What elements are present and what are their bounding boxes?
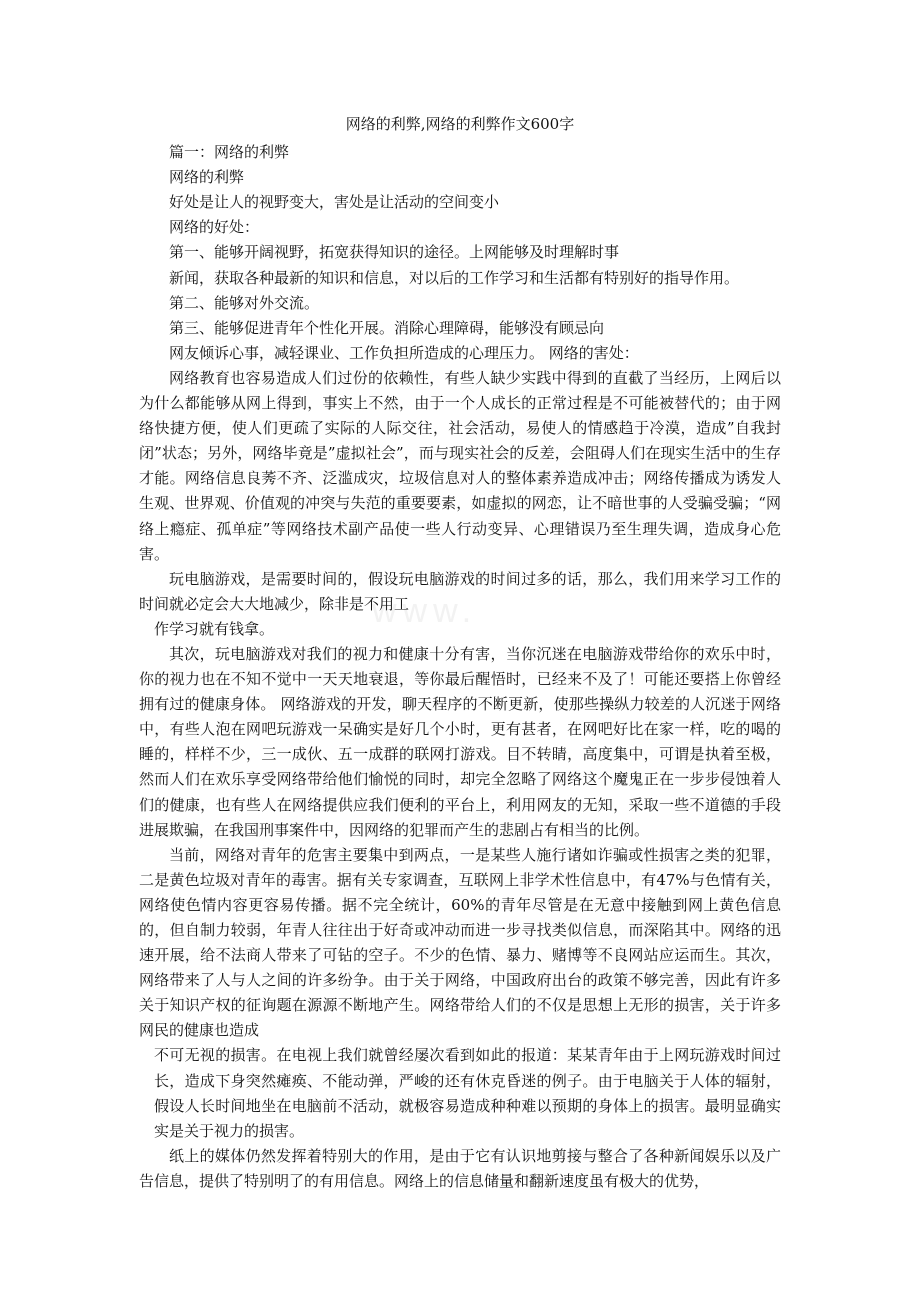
paragraph-benefit-one-cont: 新闻，获取各种最新的知识和信息，对以后的工作学习和生活都有特别好的指导作用。 (169, 268, 740, 287)
paragraph-benefit-three-cont: 网友倾诉心事，减轻课业、工作负担所造成的心理压力。 网络的害处： (169, 343, 639, 362)
paragraph-youth-harm-cont: 不可无视的损害。在电视上我们就曾经屡次看到如此的报道：某某青年由于上网玩游戏时间过长，造成下身突然瘫痪、不能动弹，严峻的还有休克昏迷的例子。由于电脑关于人体的辐射，假设人长时间地坐在电脑前不活动，就极容易造成种种难以预期的身体上的损害。最明显确实实是关于视力的损害。 (154, 1046, 781, 1140)
paragraph-games-health: 其次，玩电脑游戏对我们的视力和健康十分有害，当你沉迷在电脑游戏带给你的欢乐中时，你的视力也在不知不觉中一天天地衰退，等你最后醒悟时，已经来不及了！可能还要搭上你曾经拥有过的健康身体。 网络游戏的开发，聊天程序的不断更新，使那些操纵力较差的人沉迷于网络中，有些人泡在网吧玩游戏一呆确实是好几个小时，更有甚者，在网吧好比在家一样，吃的喝的睡的，样样不少，三一成伙、五一成群的联网打游戏。目不转睛，高度集中，可谓是执着至极，然而人们在欢乐享受网络带给他们愉悦的同时，却完全忽略了网络这个魔鬼正在一步步侵蚀着人们的健康，也有些人在网络提供应我们便利的平台上，利用网友的无知，采取一些不道德的手段进展欺骗，在我国刑事案件中，因网络的犯罪而产生的悲剧占有相当的比例。 (139, 644, 781, 839)
paragraph-section-heading: 篇一：网络的利弊 (169, 143, 290, 162)
paragraph-harms-education: 网络教育也容易造成人们过份的依赖性，有些人缺少实践中得到的直截了当经历，上网后以为什么都能够从网上得到，事实上不然，由于一个人成长的正常过程是不可能被替代的；由于网络快捷方便，使人们更疏了实际的人际交往，社会活动，易使人的情感趋于冷漠，造成”自我封闭”状态；另外，网络毕竟是”虚拟社会”，而与现实社会的反差，会阻碍人们在现实生活中的生存才能。网络信息良莠不齐、泛滥成灾，垃圾信息对人的整体素养造成冲击；网络传播成为诱发人生观、世界观、价值观的冲突与失范的重要要素，如虚拟的网恋，让不暗世事的人受骗受骗；“网络上瘾症、孤单症”等网络技术副产品使一些人行动变异、心理错误乃至生理失调，造成身心危害。 (139, 368, 781, 563)
paragraph-subtitle: 网络的利弊 (169, 168, 245, 187)
paragraph-summary: 好处是让人的视野变大，害处是让活动的空间变小 (169, 193, 500, 212)
paragraph-benefits-heading: 网络的好处： (169, 218, 260, 237)
paragraph-benefit-three: 第三、能够促进青年个性化开展。消除心理障碍，能够没有顾忌向 (169, 318, 605, 337)
paragraph-youth-harm: 当前，网络对青年的危害主要集中到两点，一是某些人施行诸如诈骗或性损害之类的犯罪，二是黄色垃圾对青年的毒害。据有关专家调查，互联网上非学术性信息中，有47%与色情有关，网络使色情内容更容易传播。据不完全统计，60%的青年尽管是在无意中接触到网上黄色信息的，但自制力较弱，年青人往往出于好奇或冲动而进一步寻找类似信息，而深陷其中。网络的迅速开展，给不法商人带来了可钻的空子。不少的色情、暴力、赌博等不良网站应运而生。其次，网络带来了人与人之间的许多纷争。由于关于网络，中国政府出台的政策不够完善，因此有许多关于知识产权的征询题在源源不断地产生。网络带给人们的不仅是思想上无形的损害，关于许多网民的健康也造成 (139, 845, 781, 1040)
paragraph-print-media: 纸上的媒体仍然发挥着特别大的作用，是由于它有认识地剪接与整合了各种新闻娱乐以及广告信息，提供了特别明了的有用信息。网络上的信息储量和翻新速度虽有极大的优势， (139, 1146, 781, 1190)
paragraph-benefit-one: 第一、能够开阔视野，拓宽获得知识的途径。上网能够及时理解时事 (169, 243, 620, 262)
document-page (139, 112, 781, 1194)
document-title: 网络的利弊,网络的利弊作文600字 (345, 115, 575, 133)
paragraph-games-time: 玩电脑游戏，是需要时间的，假设玩电脑游戏的时间过多的话，那么，我们用来学习工作的时间就必定会大大地减少，除非是不用工 (139, 569, 781, 613)
watermark: www. (372, 592, 478, 630)
paragraph-benefit-two: 第二、能够对外交流。 (169, 293, 320, 312)
paragraph-games-time-cont: 作学习就有钱拿。 (154, 619, 275, 638)
